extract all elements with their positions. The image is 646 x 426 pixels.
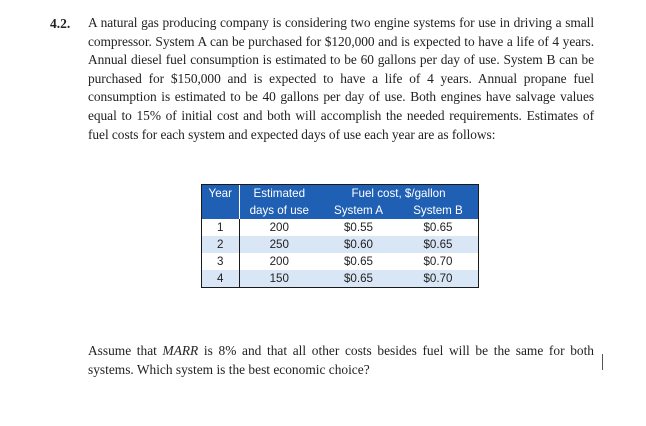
cell-system-b: $0.65 [398,236,478,253]
problem-statement: A natural gas producing company is considering two engine systems for use in driving a small compressor. System A can be purchased for $120,000 and is expected to have a life of 4 years. Annual diesel fuel consumption is estimated to be 60 gallons per day of use. System B can be purchased for $150,000 and is expected to have a life of 4 years. Annual propane fuel consumption is estimated to be 40 gallons per day of use. Both engines have salvage values equal to 15% of initial cost and both will accomplish the needed requirements. Estimates of fuel costs for each system and expected days of use each year are as follows: [88,15,594,142]
header-days-line1: Estimated [239,185,319,202]
cell-system-b: $0.70 [398,270,478,287]
cell-system-a: $0.65 [319,253,398,270]
cell-year: 4 [202,270,239,287]
closing-text-after: is 8% and that all other costs besides fuel will be the same for both systems. Which system is the best economic choice? [88,343,594,377]
margin-rule [602,354,603,370]
marr-term: MARR [162,343,199,358]
cell-year: 2 [202,236,239,253]
fuel-cost-table [201,184,479,288]
problem-number: 4.2. [50,16,71,31]
cell-days: 250 [239,236,319,253]
cell-system-a: $0.55 [319,219,398,236]
header-year: Year [202,185,239,219]
cell-days: 200 [239,219,319,236]
table-row [202,236,478,253]
table-row [202,253,478,270]
header-system-a: System A [319,202,398,219]
table-row [202,219,478,236]
cell-system-a: $0.65 [319,270,398,287]
cell-days: 150 [239,270,319,287]
cell-days: 200 [239,253,319,270]
table-row [202,270,478,287]
cell-system-b: $0.65 [398,219,478,236]
closing-question [88,342,594,379]
header-system-b: System B [398,202,478,219]
cell-system-b: $0.70 [398,253,478,270]
header-fuel-cost: Fuel cost, $/gallon [319,185,478,202]
cell-system-a: $0.60 [319,236,398,253]
cell-year: 1 [202,219,239,236]
header-days-line2: days of use [239,202,319,219]
closing-text-before: Assume that [88,343,163,358]
cell-year: 3 [202,253,239,270]
